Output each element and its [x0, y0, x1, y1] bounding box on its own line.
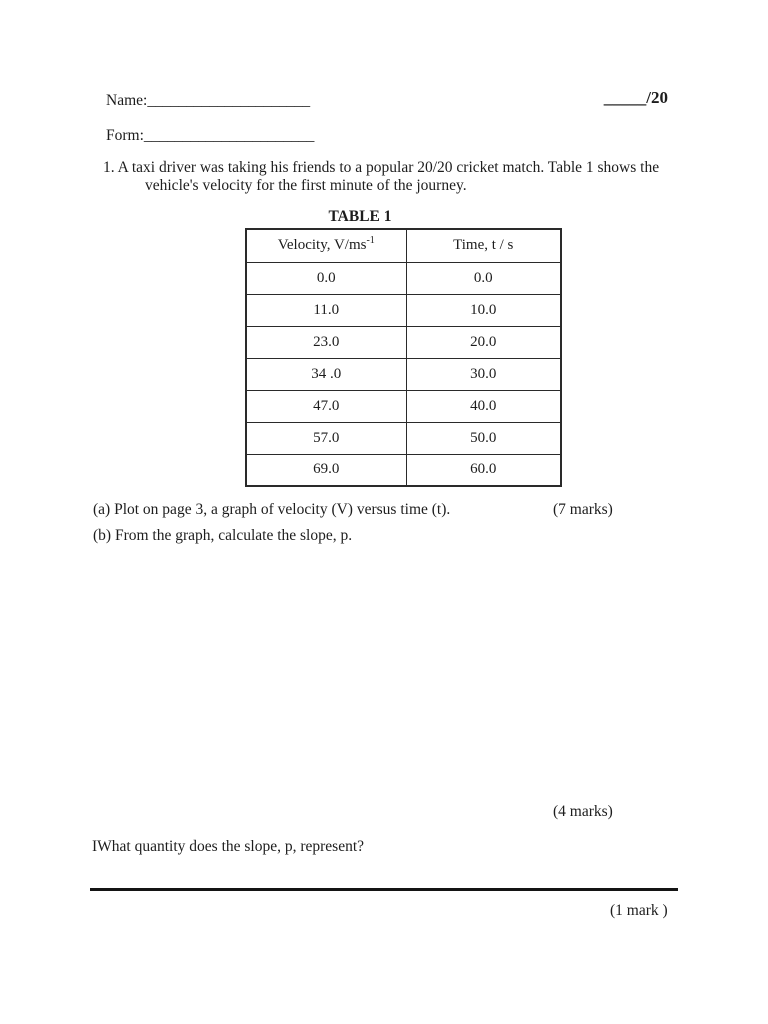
- velocity-time-table: [245, 228, 562, 487]
- velocity-cell: 0.0: [246, 262, 406, 294]
- velocity-header-text: Velocity, V/ms: [277, 237, 367, 254]
- table-row: [246, 294, 561, 326]
- time-cell: 50.0: [406, 422, 561, 454]
- table-caption: TABLE 1: [328, 208, 392, 225]
- velocity-cell: 47.0: [246, 390, 406, 422]
- velocity-cell: 23.0: [246, 326, 406, 358]
- table-header-row: [246, 229, 561, 262]
- form-blank-line: ______________________: [143, 127, 315, 144]
- velocity-cell: 34 .0: [246, 358, 406, 390]
- name-row: [106, 92, 310, 110]
- part-b-text: (b) From the graph, calculate the slope, p.: [93, 527, 353, 544]
- form-label: Form:: [106, 127, 144, 144]
- velocity-cell: 69.0: [246, 454, 406, 486]
- part-b-marks: (4 marks): [553, 803, 613, 820]
- score-field: [604, 88, 668, 108]
- time-cell: 10.0: [406, 294, 561, 326]
- part-a-marks: (7 marks): [553, 501, 613, 518]
- velocity-column-header: [246, 229, 406, 262]
- table-row: [246, 262, 561, 294]
- name-label: Name:: [106, 92, 148, 109]
- table-row: [246, 390, 561, 422]
- table-row: [246, 358, 561, 390]
- velocity-unit-exponent: -1: [366, 235, 375, 247]
- velocity-cell: 57.0: [246, 422, 406, 454]
- name-blank-line: _____________________: [147, 92, 311, 109]
- time-cell: 20.0: [406, 326, 561, 358]
- time-cell: 30.0: [406, 358, 561, 390]
- table-row: [246, 326, 561, 358]
- question-line-1: 1. A taxi driver was taking his friends to a popular 20/20 cricket match. Table 1 shows the: [103, 159, 660, 176]
- form-row: [106, 127, 314, 145]
- time-cell: 40.0: [406, 390, 561, 422]
- time-cell: 60.0: [406, 454, 561, 486]
- question-line-2: vehicle's velocity for the first minute of the journey.: [145, 177, 467, 194]
- table-row: [246, 454, 561, 486]
- table-row: [246, 422, 561, 454]
- time-column-header: Time, t / s: [406, 229, 561, 262]
- part-c-text: IWhat quantity does the slope, p, represent?: [92, 838, 365, 855]
- score-blank-line: _____: [603, 88, 647, 107]
- part-a-text: (a) Plot on page 3, a graph of velocity (V) versus time (t).: [93, 501, 451, 518]
- time-cell: 0.0: [406, 262, 561, 294]
- part-c-marks: (1 mark ): [610, 902, 668, 919]
- velocity-cell: 11.0: [246, 294, 406, 326]
- answer-line: [90, 888, 678, 891]
- score-total: /20: [646, 88, 668, 107]
